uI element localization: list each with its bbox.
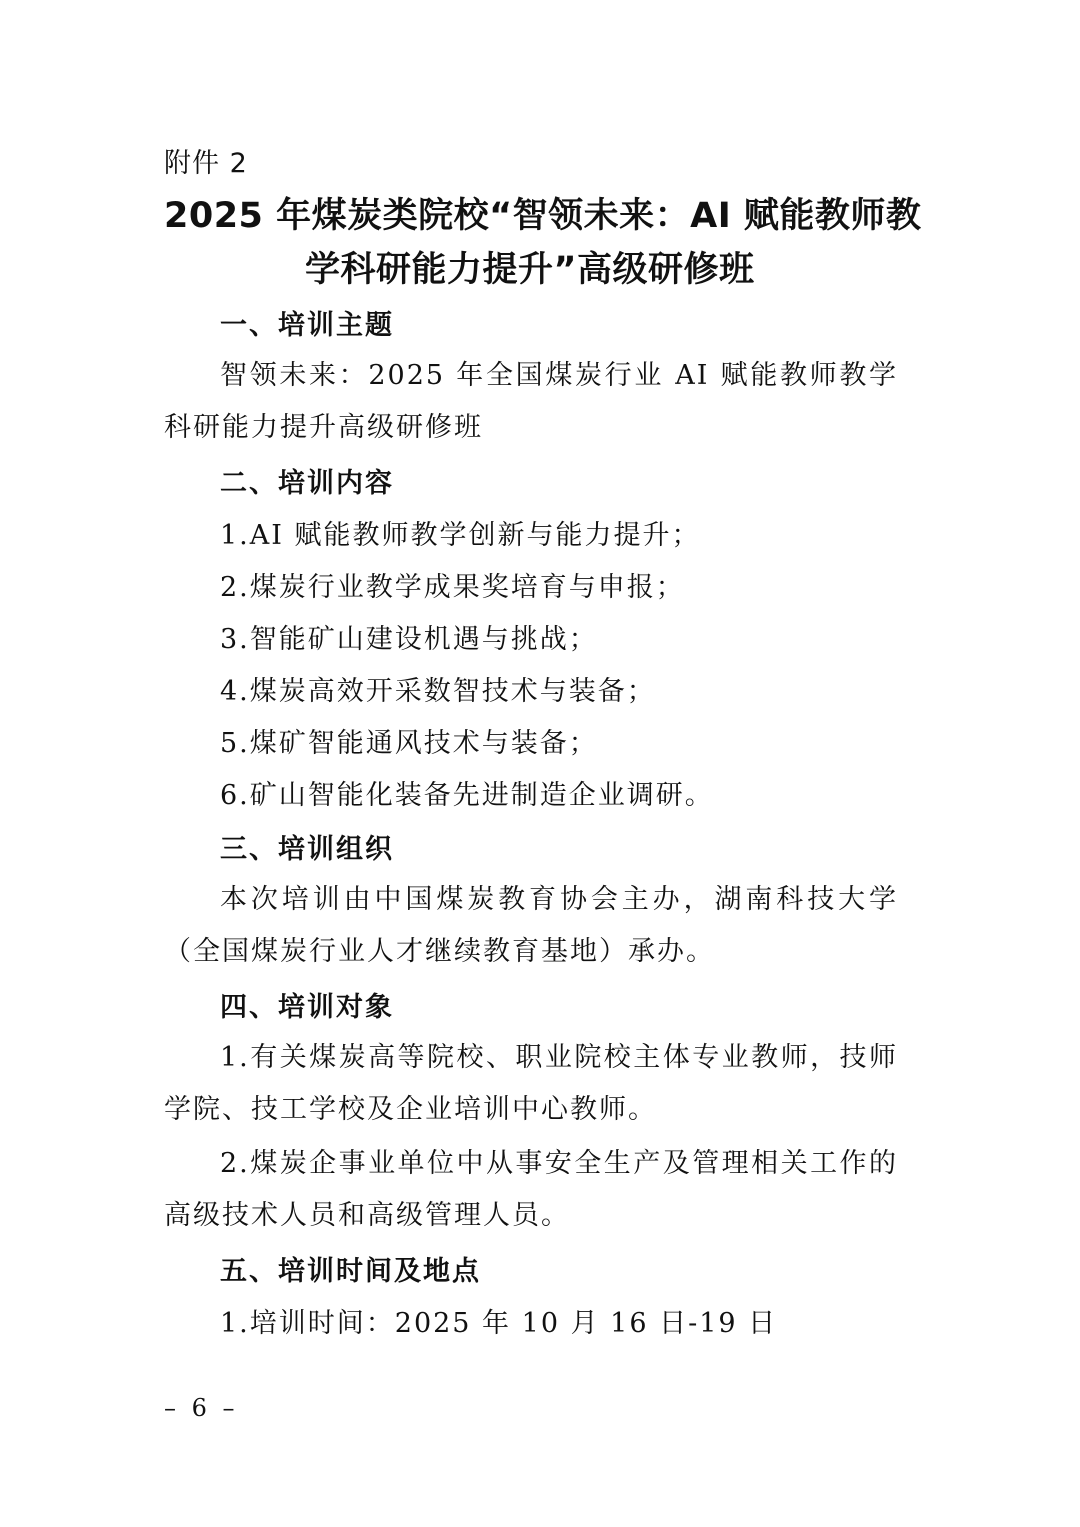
content-item: 4.煤炭高效开采数智技术与装备； [220,676,656,707]
document-title-line-1: 2025 年煤炭类院校“智领未来：AI 赋能教师教 [164,196,922,236]
section-heading-content: 二、培训内容 [220,468,394,499]
attachment-label: 附件 2 [164,148,248,179]
section-heading-time-location: 五、培训时间及地点 [220,1256,481,1287]
page-number: – 6 – [164,1394,239,1422]
document-title-line-2: 学科研能力提升”高级研修班 [305,250,755,290]
content-item: 5.煤矿智能通风技术与装备； [220,728,598,759]
organization-paragraph: 本次培训由中国煤炭教育协会主办，湖南科技大学（全国煤炭行业人才继续教育基地）承办。 [164,884,898,967]
content-item: 1.AI 赋能教师教学创新与能力提升； [220,520,701,551]
target-paragraph: 2.煤炭企事业单位中从事安全生产及管理相关工作的高级技术人员和高级管理人员。 [164,1148,898,1231]
section-heading-target: 四、培训对象 [220,992,394,1023]
content-item: 6.矿山智能化装备先进制造企业调研。 [220,780,714,811]
time-location-item: 1.培训时间：2025 年 10 月 16 日-19 日 [220,1308,778,1339]
content-item: 2.煤炭行业教学成果奖培育与申报； [220,572,685,603]
topic-paragraph: 智领未来：2025 年全国煤炭行业 AI 赋能教师教学科研能力提升高级研修班 [164,360,898,443]
section-heading-organization: 三、培训组织 [220,834,394,865]
target-paragraph: 1.有关煤炭高等院校、职业院校主体专业教师，技师学院、技工学校及企业培训中心教师。 [164,1042,898,1125]
section-heading-topic: 一、培训主题 [220,310,394,341]
content-item: 3.智能矿山建设机遇与挑战； [220,624,598,655]
